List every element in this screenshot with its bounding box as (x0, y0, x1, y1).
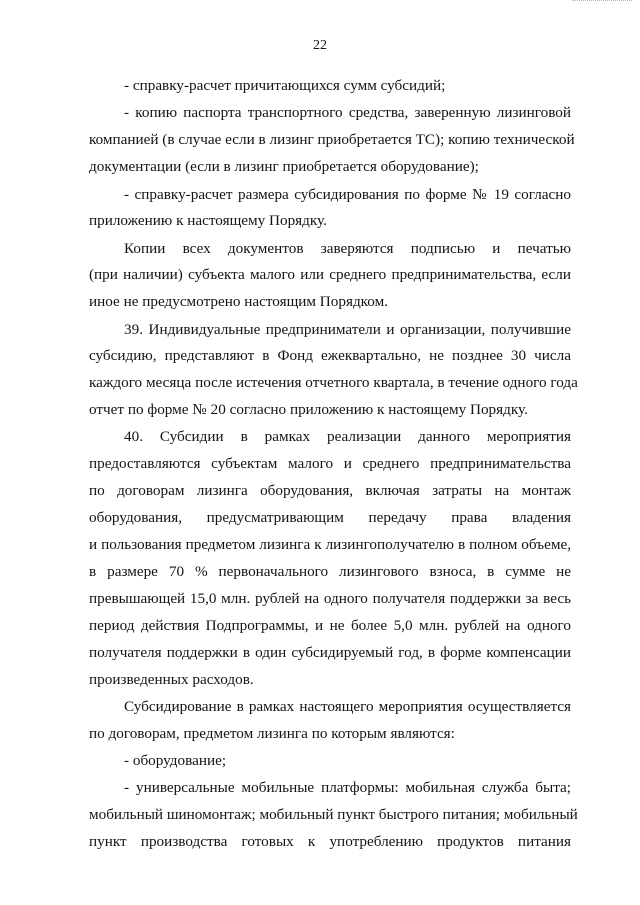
text-line: мобильный шиномонтаж; мобильный пункт быстрого питания; мобильный (89, 806, 578, 823)
page-number: 22 (313, 38, 327, 53)
text-line: (при наличии) субъекта малого или среднего предпринимательства, если (89, 266, 571, 283)
text-line: каждого месяца после истечения отчетного квартала, в течение одного года (89, 374, 578, 391)
text-line: Копии всех документов заверяются подписью и печатью (124, 240, 571, 257)
text-line: оборудования, предусматривающим передачу права владения (89, 509, 571, 526)
text-line: 40. Субсидии в рамках реализации данного мероприятия (124, 428, 571, 445)
text-line: в размере 70 % первоначального лизингового взноса, в сумме не (89, 563, 571, 580)
text-line: - справку-расчет причитающихся сумм субсидий; (124, 77, 446, 94)
text-line: - справку-расчет размера субсидирования по форме № 19 согласно (124, 186, 571, 203)
text-line: - копию паспорта транспортного средства, заверенную лизинговой (124, 104, 571, 121)
text-line: период действия Подпрограммы, и не более 5,0 млн. рублей на одного (89, 617, 571, 634)
text-line: документации (если в лизинг приобретается оборудование); (89, 158, 479, 175)
text-line: превышающей 15,0 млн. рублей на одного получателя поддержки за весь (89, 590, 571, 607)
text-line: и пользования предметом лизинга к лизингополучателю в полном объеме, (89, 536, 571, 553)
text-line: субсидию, представляют в Фонд ежеквартально, не позднее 30 числа (89, 347, 571, 364)
scan-edge-mark (572, 0, 632, 4)
text-line: предоставляются субъектам малого и среднего предпринимательства (89, 455, 571, 472)
text-line: отчет по форме № 20 согласно приложению к настоящему Порядку. (89, 401, 528, 418)
text-line: по договорам, предметом лизинга по которым являются: (89, 725, 455, 742)
text-line: Субсидирование в рамках настоящего мероприятия осуществляется (124, 698, 571, 715)
text-line: - оборудование; (124, 752, 227, 769)
text-line: иное не предусмотрено настоящим Порядком. (89, 293, 388, 310)
text-line: приложению к настоящему Порядку. (89, 212, 327, 229)
text-line: 39. Индивидуальные предприниматели и организации, получившие (124, 321, 571, 338)
text-line: произведенных расходов. (89, 671, 254, 688)
text-line: пункт производства готовых к употреблению продуктов питания (89, 833, 571, 850)
text-line: по договорам лизинга оборудования, включая затраты на монтаж (89, 482, 571, 499)
text-line: получателя поддержки в один субсидируемый год, в форме компенсации (89, 644, 571, 661)
text-line: компанией (в случае если в лизинг приобретается ТС); копию технической (89, 131, 575, 148)
text-line: - универсальные мобильные платформы: мобильная служба быта; (124, 779, 571, 796)
